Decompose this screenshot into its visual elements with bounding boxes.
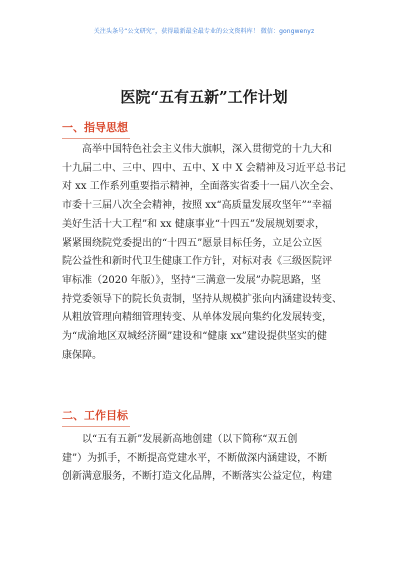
paragraph-line: 审标准（2020 年版）》，坚持“三满意一发展”办院思路，坚: [62, 274, 321, 286]
paragraph-line: 以“五有五新”发展新高地创建（以下简称“双五创: [82, 434, 298, 445]
paragraph-line: 紧紧围绕院党委提出的“十四五”愿景目标任务，立足公立医: [62, 237, 323, 249]
section-heading-divider: [62, 138, 130, 139]
paragraph-line: 对 xx 工作系列重要指示精神，全面落实省委十一届八次全会、: [62, 181, 340, 193]
section-heading-work-goals: [62, 410, 222, 424]
document-title: 医院“五有五新”工作计划: [120, 88, 288, 106]
paragraph-line: 创新满意服务，不断打造文化品牌，不断落实公益定位，构建: [62, 471, 332, 483]
paragraph-line: 从粗放管理向精细管理转变、从单体发展向集约化发展转变，: [62, 312, 332, 324]
paragraph-line: 康保障。: [62, 349, 102, 361]
paragraph-line: 高举中国特色社会主义伟大旗帜，深入贯彻党的十九大和: [82, 144, 332, 155]
promo-banner: 关注头条号“公文研究”，获得最新最全最专业的公文资料库！ 微信：gongwenyz: [93, 28, 315, 35]
section-body-work-goals: [62, 431, 346, 487]
paragraph-line: 为“成渝地区双城经济圈”建设和“健康 xx”建设提供坚实的健: [62, 331, 327, 343]
section-heading-label: 二、工作目标: [62, 409, 128, 422]
paragraph-line: 美好生活十大工程”和 xx 健康事业“十四五”发展规划要求，: [62, 218, 325, 230]
section-heading-guiding-ideology: [62, 122, 222, 136]
paragraph-line: 建”）为抓手，不断提高党建水平，不断做深内涵建设，不断: [62, 452, 328, 464]
section-heading-label: 一、指导思想: [62, 121, 128, 134]
paragraph-line: 持党委领导下的院长负责制，坚持从规模扩张向内涵建设转变、: [62, 293, 342, 305]
paragraph-line: 十九届二中、三中、四中、五中、X 中 X 会精神及习近平总书记: [62, 162, 346, 174]
paragraph-line: 院公益性和新时代卫生健康工作方针，对标对表《三级医院评: [62, 256, 332, 268]
section-heading-divider: [62, 426, 130, 427]
paragraph-line: 市委十三届八次全会精神，按照 xx“高质量发展攻坚年”“幸福: [62, 200, 332, 212]
section-body-guiding-ideology: [62, 141, 346, 365]
